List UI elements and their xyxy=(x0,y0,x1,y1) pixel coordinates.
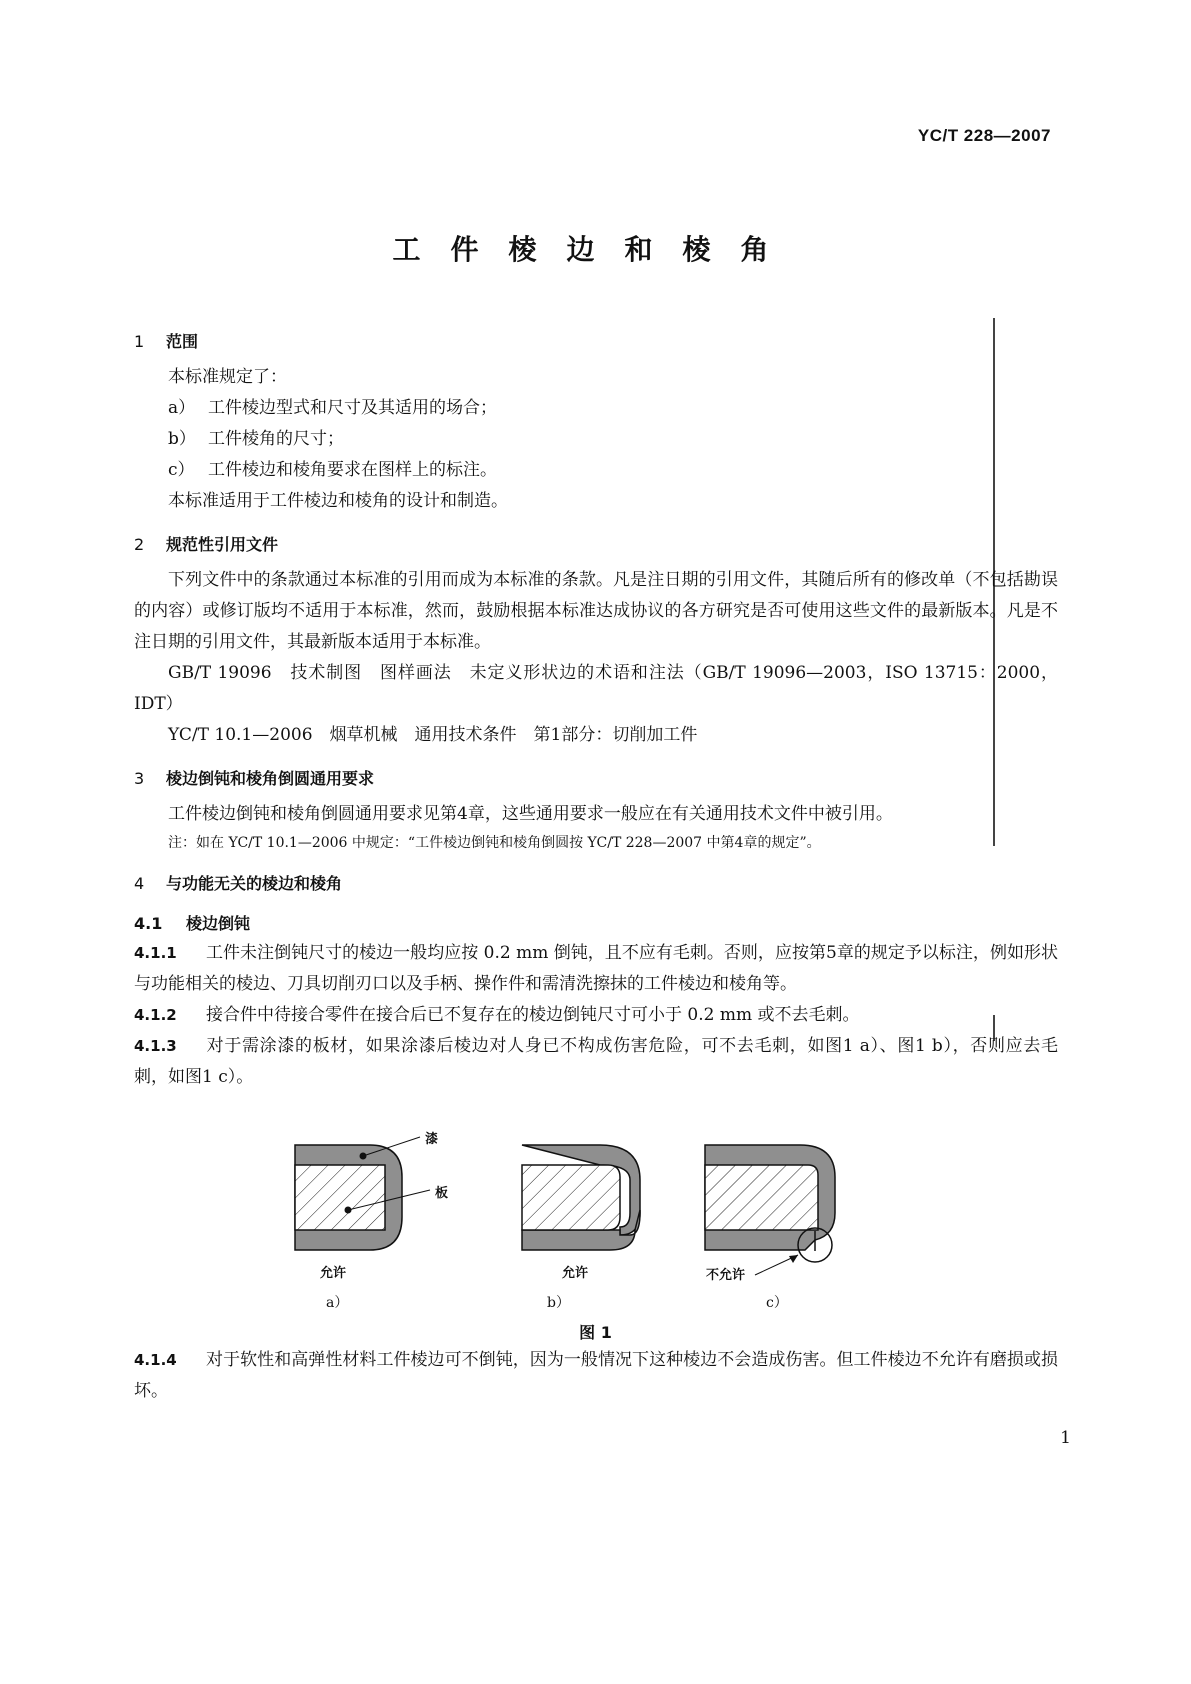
section-4-heading: 4 与功能无关的棱边和棱角 xyxy=(134,874,343,893)
list-item: a） 工件棱边型式和尺寸及其适用的场合； xyxy=(168,398,497,418)
reference-2: YC/T 10.1—2006 烟草机械 通用技术条件 第1部分：切削加工件 xyxy=(168,725,698,745)
clause-4-1-2: 4.1.2 接合件中待接合零件在接合后已不复存在的棱边倒钝尺寸可小于 0.2 mm 或不去毛刺。 xyxy=(134,1005,860,1025)
figure-1c xyxy=(705,1145,835,1275)
label-a-allowed: 允许 xyxy=(320,1266,347,1281)
after-figure-content xyxy=(134,1345,1058,1407)
section-1-heading: 1 范围 xyxy=(134,332,199,351)
label-b-allowed: 允许 xyxy=(562,1266,589,1281)
section-1-scope: 本标准适用于工件棱边和棱角的设计和制造。 xyxy=(168,491,508,511)
label-plate: 板 xyxy=(435,1186,449,1201)
clause-4-1-3: 4.1.3 对于需涂漆的板材，如果涂漆后棱边对人身已不构成伤害危险，可不去毛刺，如图1 a）、图1 b），否则应去毛刺，如图1 c）。 xyxy=(134,1036,1058,1087)
figure-caption: 图 1 xyxy=(579,1323,612,1342)
standard-number: YC/T 228—2007 xyxy=(917,126,1051,145)
section-3-heading: 3 棱边倒钝和棱角倒圆通用要求 xyxy=(134,769,375,788)
subsection-4-1-heading: 4.1 棱边倒钝 xyxy=(134,914,251,933)
sublabel-a: a） xyxy=(326,1295,349,1311)
page-number: 1 xyxy=(1060,1428,1071,1448)
clause-4-1-4: 4.1.4 对于软性和高弹性材料工件棱边可不倒钝，因为一般情况下这种棱边不会造成伤害。但工件棱边不允许有磨损或损坏。 xyxy=(134,1350,1058,1401)
list-item: c） 工件棱边和棱角要求在图样上的标注。 xyxy=(168,460,497,480)
section-3-paragraph: 工件棱边倒钝和棱角倒圆通用要求见第4章，这些通用要求一般应在有关通用技术文件中被引用。 xyxy=(168,804,893,824)
section-1-intro: 本标准规定了： xyxy=(168,367,287,387)
sublabel-c: c） xyxy=(766,1295,788,1311)
sublabel-b: b） xyxy=(547,1295,570,1311)
section-2-heading: 2 规范性引用文件 xyxy=(134,535,279,554)
reference-1: GB/T 19096 技术制图 图样画法 未定义形状边的术语和注法（GB/T 19096—2003，ISO 13715：2000，IDT） xyxy=(134,663,1058,714)
section-2-paragraph: 下列文件中的条款通过本标准的引用而成为本标准的条款。凡是注日期的引用文件，其随后所有的修改单（不包括勘误的内容）或修订版均不适用于本标准，然而，鼓励根据本标准达成协议的各方研究是否可使用这些文件的最新版本。凡是不注日期的引用文件，其最新版本适用于本标准。 xyxy=(134,570,1058,652)
main-content xyxy=(134,326,1058,1093)
figure-1a xyxy=(295,1137,430,1250)
clause-4-1-1: 4.1.1 工件未注倒钝尺寸的棱边一般均应按 0.2 mm 倒钝，且不应有毛刺。否则，应按第5章的规定予以标注，例如形状与功能相关的棱边、刀具切削刃口以及手柄、操作件和需清洗擦抹的工件棱边和棱角等。 xyxy=(134,943,1058,994)
list-item: b） 工件棱角的尺寸； xyxy=(168,429,344,449)
figure-1b xyxy=(522,1145,640,1250)
section-3-note: 注：如在 YC/T 10.1—2006 中规定：“工件棱边倒钝和棱角倒圆按 YC/T 228—2007 中第4章的规定”。 xyxy=(168,835,821,851)
label-paint: 漆 xyxy=(425,1132,439,1147)
document-title: 工件棱边和棱角 xyxy=(392,233,799,266)
label-c-not-allowed: 不允许 xyxy=(706,1268,746,1283)
